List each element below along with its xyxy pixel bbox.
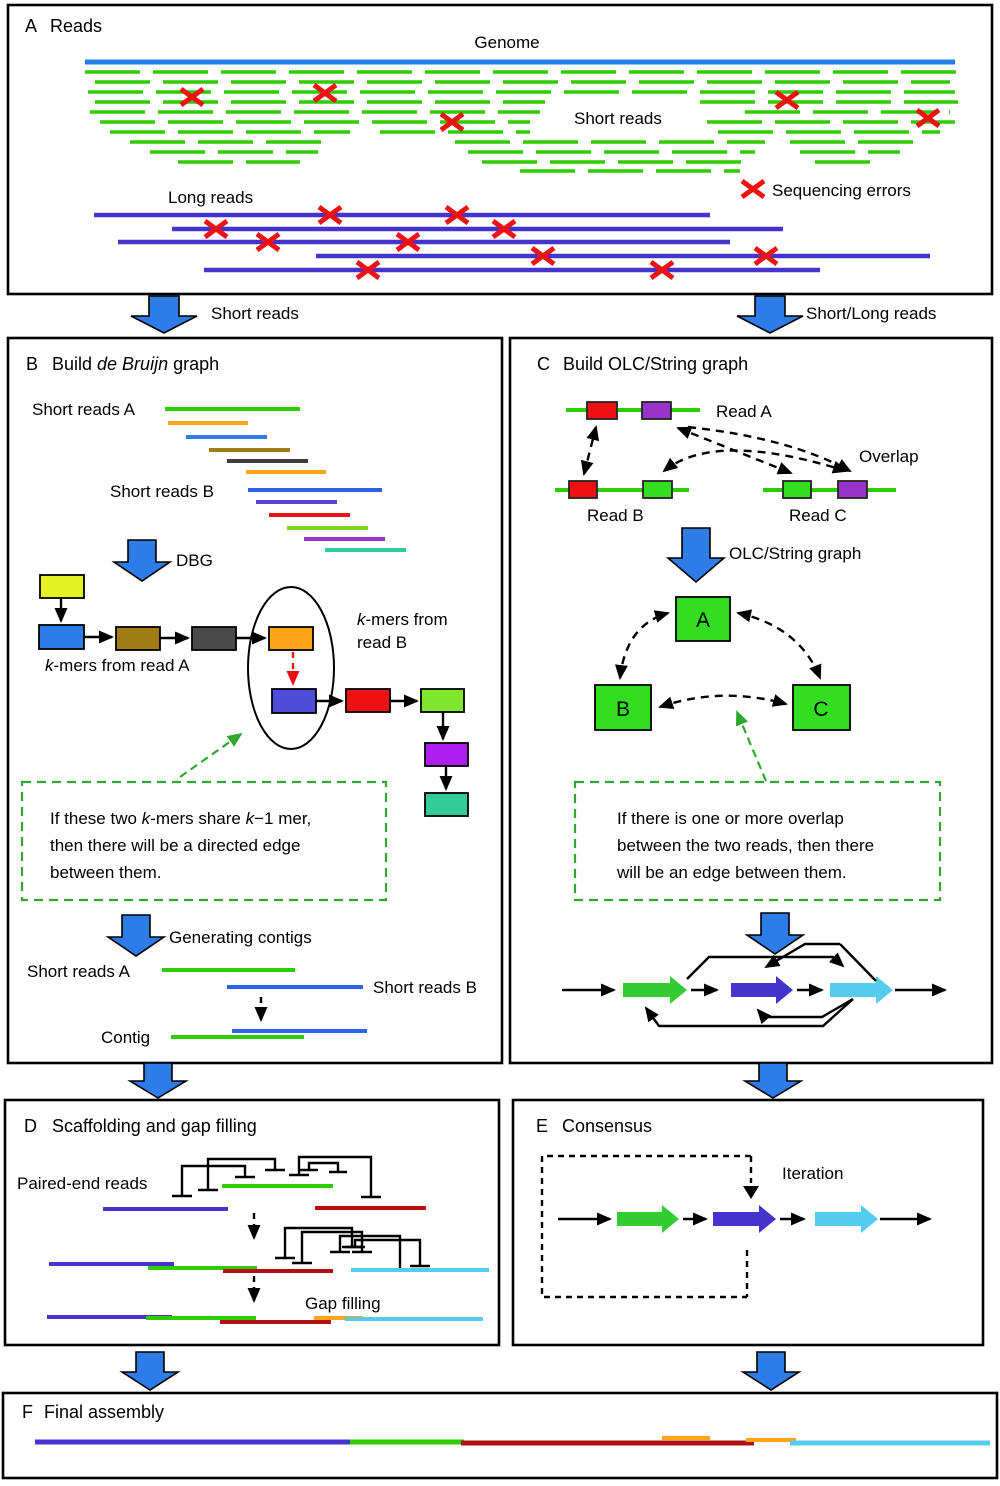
short-reads-b-stack bbox=[248, 490, 406, 550]
contig-short-reads-b-label: Short reads B bbox=[373, 978, 477, 997]
short-reads-label: Short reads bbox=[574, 109, 662, 128]
panel-b-de-bruijn bbox=[8, 338, 502, 1063]
consensus-green-arrow bbox=[617, 1205, 679, 1233]
contig-label: Contig bbox=[101, 1028, 151, 1047]
long-reads-label: Long reads bbox=[168, 188, 254, 207]
olc-node-c-label: C bbox=[813, 698, 829, 721]
string-node-cyan-arrow bbox=[830, 976, 893, 1004]
short-reads-a-stack bbox=[165, 409, 326, 472]
olc-node-a-label: A bbox=[695, 609, 711, 632]
iteration-label: Iteration bbox=[782, 1164, 844, 1183]
flow-arrow-e-to-f bbox=[743, 1352, 799, 1390]
generating-contigs-arrow bbox=[108, 915, 164, 956]
short-reads-b-label: Short reads B bbox=[110, 482, 214, 501]
panel-c-title: C Build OLC/String graph bbox=[537, 354, 749, 374]
panel-f-title: F Final assembly bbox=[22, 1402, 165, 1422]
read-a-label: Read A bbox=[716, 402, 772, 421]
sequencing-errors-legend-icon bbox=[742, 181, 764, 197]
short-reads-lines bbox=[85, 72, 962, 171]
string-graph bbox=[562, 944, 945, 1026]
kmer-box-teal bbox=[425, 793, 468, 816]
consensus-chain bbox=[558, 1205, 930, 1233]
paired-end-brackets-bottom bbox=[275, 1228, 430, 1270]
gap-filling-label: Gap filling bbox=[305, 1294, 381, 1313]
read-b-red-box bbox=[569, 481, 597, 498]
kmer-box-magenta bbox=[425, 743, 468, 766]
paired-end-brackets-top bbox=[172, 1157, 381, 1197]
kmer-box-red bbox=[346, 689, 390, 712]
read-b-green-box bbox=[643, 481, 672, 498]
panel-f-final-assembly bbox=[3, 1393, 997, 1478]
overlap-dashed-connectors bbox=[584, 427, 850, 474]
string-node-green-arrow bbox=[623, 976, 687, 1004]
panel-c-olc bbox=[510, 338, 992, 1063]
genome-label: Genome bbox=[474, 33, 540, 52]
consensus-cyan-arrow bbox=[815, 1205, 878, 1233]
kmer-box-yellow bbox=[40, 575, 84, 598]
dbg-label: DBG bbox=[176, 551, 213, 570]
kmer-box-blue bbox=[39, 625, 84, 649]
panel-e-title: E Consensus bbox=[536, 1116, 653, 1136]
note-pointer-arrow-c bbox=[737, 712, 766, 781]
panel-c-border bbox=[510, 338, 992, 1063]
olc-node-b-label: B bbox=[615, 698, 631, 721]
flow-arrow-d-to-f bbox=[122, 1352, 178, 1390]
read-a-purple-box bbox=[642, 402, 671, 419]
panel-d-border bbox=[5, 1100, 499, 1345]
read-b-label: Read B bbox=[587, 506, 644, 525]
consensus-blue-arrow bbox=[713, 1205, 776, 1233]
kmer-box-brown bbox=[116, 627, 160, 650]
note-b-line2: then there will be a directed edge bbox=[50, 836, 301, 855]
panel-d-title: D Scaffolding and gap filling bbox=[24, 1116, 257, 1136]
dbg-arrow bbox=[114, 540, 170, 581]
read-c-label: Read C bbox=[789, 506, 847, 525]
sequencing-errors-label: Sequencing errors bbox=[772, 181, 911, 200]
note-c-line1: If there is one or more overlap bbox=[617, 809, 844, 828]
flow-arrow-a-to-c bbox=[737, 296, 803, 333]
note-c-line3: will be an edge between them. bbox=[617, 863, 847, 882]
overlap-label: Overlap bbox=[859, 447, 919, 466]
kmer-box-yellowgreen bbox=[421, 689, 464, 712]
read-c-purple-box bbox=[838, 481, 867, 498]
panel-d-scaffolding bbox=[5, 1100, 499, 1345]
panel-a-reads bbox=[8, 5, 992, 294]
read-c-green-box bbox=[783, 481, 811, 498]
short-reads-a-label: Short reads A bbox=[32, 400, 136, 419]
flow-arrow-a-to-b bbox=[131, 296, 197, 333]
kmers-read-a-label: k-mers from read A bbox=[45, 656, 190, 675]
paired-end-reads-label: Paired-end reads bbox=[17, 1174, 148, 1193]
string-node-blue-arrow bbox=[731, 976, 793, 1004]
note-b-line1: If these two k-mers share k−1 mer, bbox=[50, 809, 312, 828]
flow-a-to-c-label: Short/Long reads bbox=[806, 304, 937, 323]
kmer-box-orange bbox=[269, 627, 313, 650]
iteration-loop bbox=[542, 1156, 759, 1297]
flow-arrow-c-to-e bbox=[745, 1063, 801, 1098]
read-a-red-box bbox=[587, 402, 617, 419]
panel-e-consensus bbox=[513, 1100, 983, 1345]
note-b-line3: between them. bbox=[50, 863, 162, 882]
note-pointer-arrow-b bbox=[180, 734, 241, 777]
string-graph-arrow bbox=[747, 913, 803, 954]
kmers-read-b-label: k-mers from read B bbox=[357, 610, 448, 652]
kmer-box-slateblue bbox=[272, 689, 316, 713]
olc-arrow-label: OLC/String graph bbox=[729, 544, 862, 563]
kmer-pair-ellipse bbox=[248, 587, 334, 749]
panel-a-title: A Reads bbox=[25, 16, 103, 36]
kmer-box-gray bbox=[192, 627, 236, 650]
final-assembly-line bbox=[35, 1438, 990, 1443]
flow-arrow-b-to-d bbox=[130, 1063, 186, 1098]
generating-contigs-label: Generating contigs bbox=[169, 928, 312, 947]
iteration-arrowhead bbox=[743, 1186, 759, 1199]
flow-a-to-b-label: Short reads bbox=[211, 304, 299, 323]
contig-short-reads-a-label: Short reads A bbox=[27, 962, 131, 981]
olc-arrow bbox=[668, 528, 724, 582]
panel-b-title: B Build de Bruijn graph bbox=[26, 354, 220, 374]
note-c-line2: between the two reads, then there bbox=[617, 836, 875, 855]
